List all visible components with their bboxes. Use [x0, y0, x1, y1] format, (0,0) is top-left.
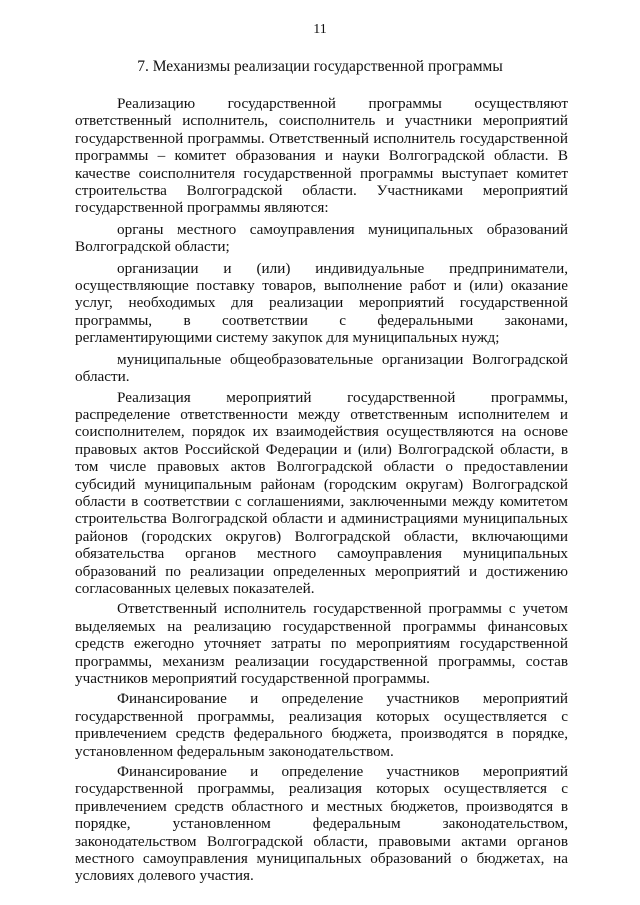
- section-heading: 7. Механизмы реализации государственной программы: [137, 58, 503, 75]
- paragraph-organizations: организации и (или) индивидуальные предприниматели, осуществляющие поставку товаров, выполнение работ и (или) оказание услуг, необходимых для реализации мероприятий государственной программы, в соответствии с федеральными законами, регламентирующими систему закупок для муниципальных нужд;: [75, 259, 568, 347]
- paragraph-local-authorities: органы местного самоуправления муниципальных образований Волгоградской области;: [75, 220, 568, 256]
- paragraph-participants-intro: Реализацию государственной программы осуществляют ответственный исполнитель, соисполнитель и участники мероприятий государственной программы. Ответственный исполнитель государственной программы – комитет образования и науки Волгоградской области. В качестве соисполнителя государственной программы выступает комитет строительства Волгоградской области. Участниками мероприятий государственной программы являются:: [75, 95, 568, 217]
- paragraph-implementation: Реализация мероприятий государственной программы, распределение ответственности между ответственным исполнителем и соисполнителем, порядок их взаимодействия осуществляются на основе правовых актов Российской Федерации и (или) Волгоградской области, в том числе правовых актов Волгоградской области о предоставлении субсидий муниципальным районам (городским округам) Волгоградской области в соответствии с соглашениями, заключенными между комитетом строительства Волгоградской области и администрациями муниципальных районов (городских округов) Волгоградской области, включающими обязательства органов местного самоуправления муниципальных образований по реализации определенных мероприятий и достижению согласованных целевых показателей.: [75, 388, 568, 597]
- page-number: 11: [313, 22, 327, 37]
- paragraph-responsible-executor: Ответственный исполнитель государственной программы с учетом выделяемых на реализацию государственной программы финансовых средств ежегодно уточняет затраты по мероприятиям государственной программы, механизм реализации государственной программы, состав участников мероприятий государственной программы.: [75, 600, 568, 687]
- paragraph-federal-funding: Финансирование и определение участников мероприятий государственной программы, реализация которых осуществляется с привлечением средств федерального бюджета, производятся в порядке, установленном федеральным законодательством.: [75, 690, 568, 760]
- paragraph-regional-funding: Финансирование и определение участников мероприятий государственной программы, реализация которых осуществляется с привлечением средств областного и местных бюджетов, производятся в порядке, установленном федеральным законодательством, законодательством Волгоградской области, правовыми актами органов местного самоуправления муниципальных образований о бюджетах, на условиях долевого участия.: [75, 763, 568, 885]
- document-body: [75, 95, 568, 885]
- paragraph-schools: муниципальные общеобразовательные организации Волгоградской области.: [75, 350, 568, 386]
